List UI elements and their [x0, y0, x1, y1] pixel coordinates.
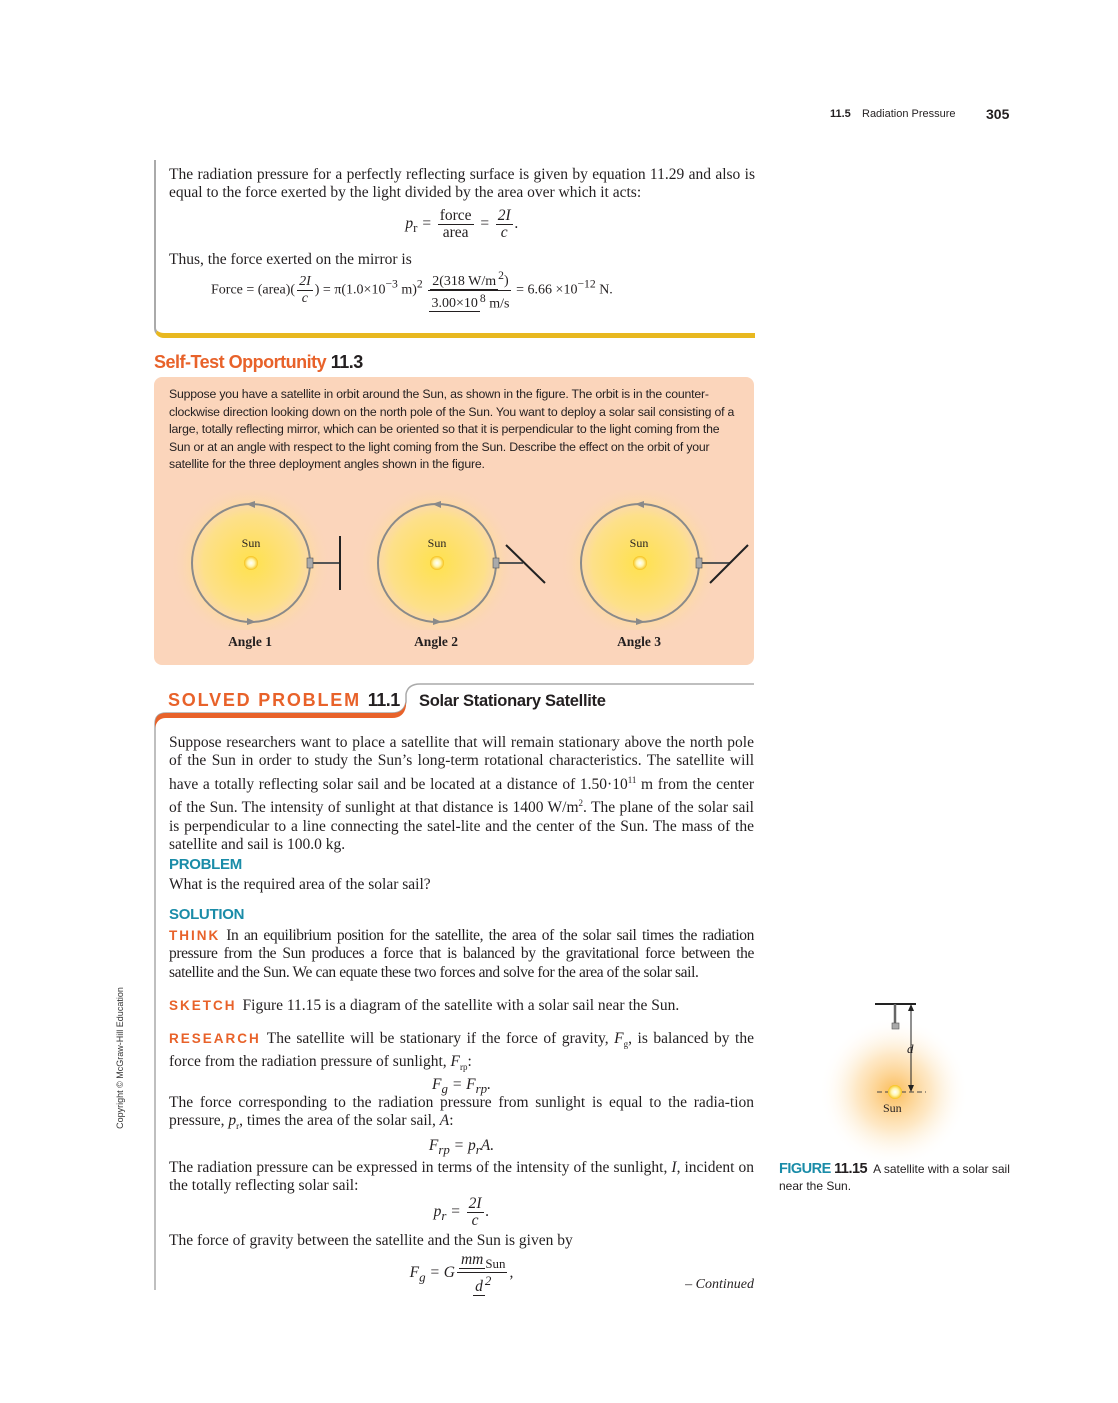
research-paragraph: RESEARCH The satellite will be stationary if the force of gravity, $F_g$, is balanced by the force from the radiation pressure of sunlight, $F_{rp}$:: [169, 1030, 754, 1073]
orbit-diagram-3: [560, 490, 748, 630]
satellite-icon: [696, 558, 702, 568]
solved-problem-label: SOLVED PROBLEM 11.1: [168, 690, 400, 710]
distance-label: d: [907, 1041, 914, 1056]
problem-statement: Suppose researchers want to place a satellite that will remain stationary above the north pole of the Sun in order to study the Sun’s long-term rotational characteristics. The satellite will have a totally reflecting solar sail and be located at a distance of $1.50\cdot 10^{11}$ m from the center of the Sun. The intensity of sunlight at that distance is 1400 $W/m^2$. The plane of the solar sail is perpendicular to a line connecting the satel-lite and the center of the Sun. The mass of the satellite and sail is 100.0 kg.: [169, 734, 755, 853]
section-number: 11.5: [830, 108, 851, 120]
equation-gravity: $F_g = G$ $\frac{mm _{Sun}}{d ^2}$ ,: [409, 1251, 514, 1296]
satellite-icon: [493, 558, 499, 568]
orbit-diagrams: [154, 490, 754, 630]
self-test-title: Self-Test Opportunity 11.3: [154, 352, 363, 372]
gravity-paragraph: The force of gravity between the satellite and the Sun is given by: [169, 1232, 573, 1249]
intro-paragraph: The radiation pressure for a perfectly reflecting surface is given by equation 11.29 and also is equal to the force exerted by the light divided by the area over which it acts:: [169, 166, 755, 202]
angle-label-2: Angle 2: [414, 634, 458, 649]
figure-caption: FIGURE 11.15 A satellite with a solar sail near the Sun.: [779, 1161, 1010, 1193]
equation-balance: $F_g = F_{rp}$.: [432, 1076, 491, 1097]
problem-question: What is the required area of the solar sail?: [169, 876, 431, 893]
thus-text: Thus, the force exerted on the mirror is: [169, 251, 412, 268]
self-test-text: Suppose you have a satellite in orbit around the Sun, as shown in the figure. The orbit is in the counter-clockwise direction looking down on the north pole of the Sun. You want to deploy a solar sail consisting of a large, totally reflecting mirror, which can be oriented so that it is perpendicular to the light coming from the Sun or at an angle with respect to the light coming from the Sun. Describe the effect on the orbit of your satellite for the three deployment angles shown in the figure.: [169, 387, 735, 472]
solved-problem-title: Solar Stationary Satellite: [419, 692, 606, 710]
problem-heading: PROBLEM: [169, 856, 242, 873]
angle-label-3: Angle 3: [617, 634, 661, 649]
angle-label-1: Angle 1: [228, 634, 272, 649]
continued-label: – Continued: [685, 1277, 754, 1292]
equation-force: Force = (area)( $\frac{2I}{c}$ ) = $\pi(1.0\times 10^{-3}$ m)$^2$ $\frac{2(318 W/m ^2)}{3.00\times 10 ^8 m/s}$ = $6.66 \times 10^{-12}$ N.: [211, 269, 613, 312]
orbit-diagram-2: [357, 490, 545, 630]
copyright-notice: Copyright © McGraw-Hill Education: [115, 987, 125, 1129]
sun-icon: [888, 1085, 902, 1099]
equation-pressure: $p_r$ = $\frac{\text{force}}{\text{area}}$ = $\frac{2I}{c}$ .: [405, 207, 519, 241]
equation-frp: $F_{rp} = p_rA$.: [428, 1137, 495, 1158]
sketch-paragraph: SKETCH Figure 11.15 is a diagram of the satellite with a solar sail near the Sun.: [169, 997, 680, 1014]
solution-heading: SOLUTION: [169, 906, 245, 923]
intensity-paragraph: The radiation pressure can be expressed in terms of the intensity of the sunlight, I, incident on the totally reflecting solar sail:: [169, 1159, 754, 1195]
section-title: Radiation Pressure: [862, 108, 956, 120]
satellite-icon: [307, 558, 313, 568]
figure-11-15: [810, 995, 980, 1160]
equation-pr: $p_r$ = $\frac{2I}{c}$ .: [433, 1195, 490, 1229]
sun-icon: [430, 556, 444, 570]
page-number: 305: [986, 106, 1010, 122]
radiation-force-paragraph: The force corresponding to the radiation pressure from sunlight is equal to the radia-tion pressure, $p_r$, times the area of the solar sail, A:: [169, 1094, 754, 1132]
sun-label-2: Sun: [427, 536, 447, 550]
figure-sun-label: Sun: [883, 1101, 902, 1115]
sun-icon: [633, 556, 647, 570]
satellite-icon: [892, 1023, 899, 1029]
think-paragraph: THINK In an equilibrium position for the satellite, the area of the solar sail times the radiation pressure from the Sun produces a force that is balanced by the gravitational force between the satellite and the Sun. We can equate these two forces and solve for the area of the solar sail.: [169, 927, 754, 981]
sun-label-1: Sun: [241, 536, 261, 550]
orbit-diagram-1: [171, 490, 340, 630]
sun-icon: [244, 556, 258, 570]
sun-label-3: Sun: [629, 536, 649, 550]
